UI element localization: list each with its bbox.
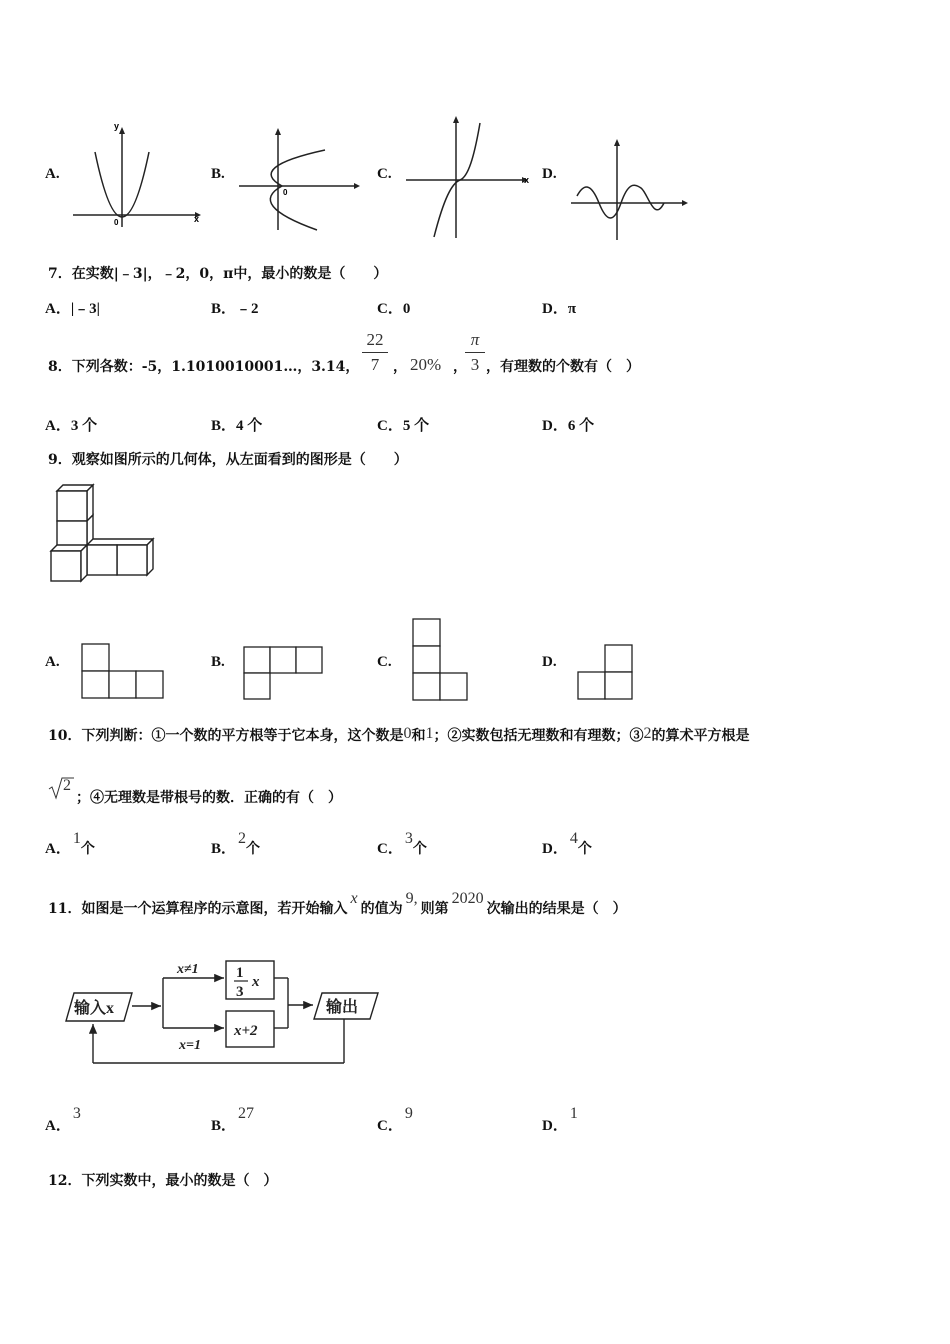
- q10-one: 1: [425, 725, 434, 742]
- question-8-separator: ，: [393, 359, 407, 375]
- question-9-option-a: A.: [45, 654, 60, 670]
- graph-c-x-label: x: [524, 175, 530, 185]
- question-10-option-a: A．1个: [45, 830, 95, 857]
- q10-two: 2: [643, 725, 652, 742]
- question-9-option-b: B.: [211, 654, 225, 670]
- view-a: [80, 643, 165, 700]
- flowchart: [60, 955, 385, 1070]
- question-8-option-c: C．5 个: [377, 418, 430, 434]
- question-11-option-b: B．27: [211, 1105, 255, 1134]
- question-11-option-c: C．9: [377, 1105, 413, 1134]
- view-c: [410, 617, 470, 701]
- question-11-option-a: A．3: [45, 1105, 81, 1134]
- question-10-option-b: B．2个: [211, 830, 261, 857]
- graph-c-cubic: [404, 113, 539, 241]
- question-7-option-d: D．π: [542, 301, 577, 317]
- question-10-option-d: D．4个: [542, 830, 592, 857]
- flow-op1-numerator: 1: [236, 965, 244, 981]
- question-9-option-c: C.: [377, 654, 392, 670]
- flow-op1-denominator: 3: [236, 984, 244, 1000]
- q10-zero: 0: [403, 725, 412, 742]
- sqrt-symbol: [48, 776, 76, 800]
- flow-output-label: 输出: [326, 999, 359, 1016]
- flow-op1-variable: x: [252, 974, 260, 990]
- flow-input-label: 输入x: [74, 1000, 115, 1017]
- question-7-option-c: C．0: [377, 301, 411, 317]
- q11-part4: 次输出的结果是（ ）: [486, 901, 627, 917]
- flow-condition-one: x=1: [179, 1038, 201, 1053]
- question-7-option-b: B．﹣2: [211, 301, 259, 317]
- flow-op2-label: x+2: [234, 1023, 258, 1039]
- question-9-option-d: D.: [542, 654, 557, 670]
- graph-b-sideways-parabola: [237, 125, 367, 235]
- fraction-denominator: 3: [470, 355, 480, 374]
- question-10-line-1: [48, 725, 749, 745]
- view-b: [242, 645, 324, 700]
- sqrt-argument: 2: [63, 777, 71, 794]
- question-8-percent: 20%: [410, 355, 442, 374]
- option-c-label: C.: [377, 166, 392, 182]
- graph-a-x-label: x: [194, 214, 200, 224]
- question-8-fraction-22-7: [362, 330, 388, 375]
- fraction-numerator: 22: [366, 330, 384, 349]
- q11-part2: 的值为: [360, 901, 403, 917]
- q10-part3: 的算术平方根是: [651, 728, 750, 744]
- option-b-label: B.: [211, 166, 225, 182]
- graph-a-parabola: [70, 122, 205, 232]
- q10-and: 和: [411, 728, 426, 744]
- question-8-fraction-pi-3: [465, 330, 485, 375]
- question-8-option-a: A．3 个: [45, 418, 98, 434]
- question-10-option-c: C．3个: [377, 830, 427, 857]
- graph-d-sine: [569, 128, 694, 243]
- view-d: [576, 644, 634, 701]
- q11-nine: 9,: [405, 890, 418, 907]
- question-8-option-d: D．6 个: [542, 418, 595, 434]
- question-8-suffix: ，有理数的个数有（ ）: [486, 359, 640, 375]
- question-7-option-a: A．|﹣3|: [45, 301, 100, 317]
- q11-part3: 则第: [420, 901, 449, 917]
- question-9-text: 9．观察如图所示的几何体，从左面看到的图形是（ ）: [48, 452, 408, 468]
- q10-part2: ；②实数包括无理数和有理数；③: [433, 728, 644, 744]
- sqrt-two-expression: [48, 774, 76, 802]
- option-a-label: A.: [45, 166, 60, 182]
- q11-n: 2020: [451, 890, 484, 907]
- q10-part4: ；④无理数是带根号的数．正确的有（ ）: [76, 790, 342, 806]
- graph-a-origin-label: 0: [114, 218, 119, 227]
- option-d-label: D.: [542, 166, 557, 182]
- fraction-denominator: 7: [370, 355, 380, 374]
- question-11-option-d: D．1: [542, 1105, 578, 1134]
- question-11-text: [48, 890, 627, 918]
- q11-part1: 11．如图是一个运算程序的示意图，若开始输入: [48, 901, 348, 917]
- q10-part1: 10．下列判断：①一个数的平方根等于它本身，这个数是: [48, 728, 404, 744]
- question-7-text: 7．在实数|﹣3|，﹣2，0，π中，最小的数是（ ）: [48, 266, 388, 282]
- question-8-prefix: 8．下列各数：-5，1.1010010001…，3.14，: [48, 359, 360, 375]
- geometric-solid-figure: [47, 484, 152, 584]
- graph-b-origin-label: 0: [283, 188, 288, 197]
- question-8-separator: ，: [453, 359, 467, 375]
- flow-condition-not-one: x≠1: [177, 962, 199, 977]
- graph-a-y-label: y: [114, 121, 120, 131]
- question-8-option-b: B．4 个: [211, 418, 263, 434]
- q11-x: x: [350, 890, 358, 907]
- fraction-numerator: π: [470, 330, 480, 349]
- question-12-text: 12．下列实数中，最小的数是（ ）: [48, 1173, 278, 1189]
